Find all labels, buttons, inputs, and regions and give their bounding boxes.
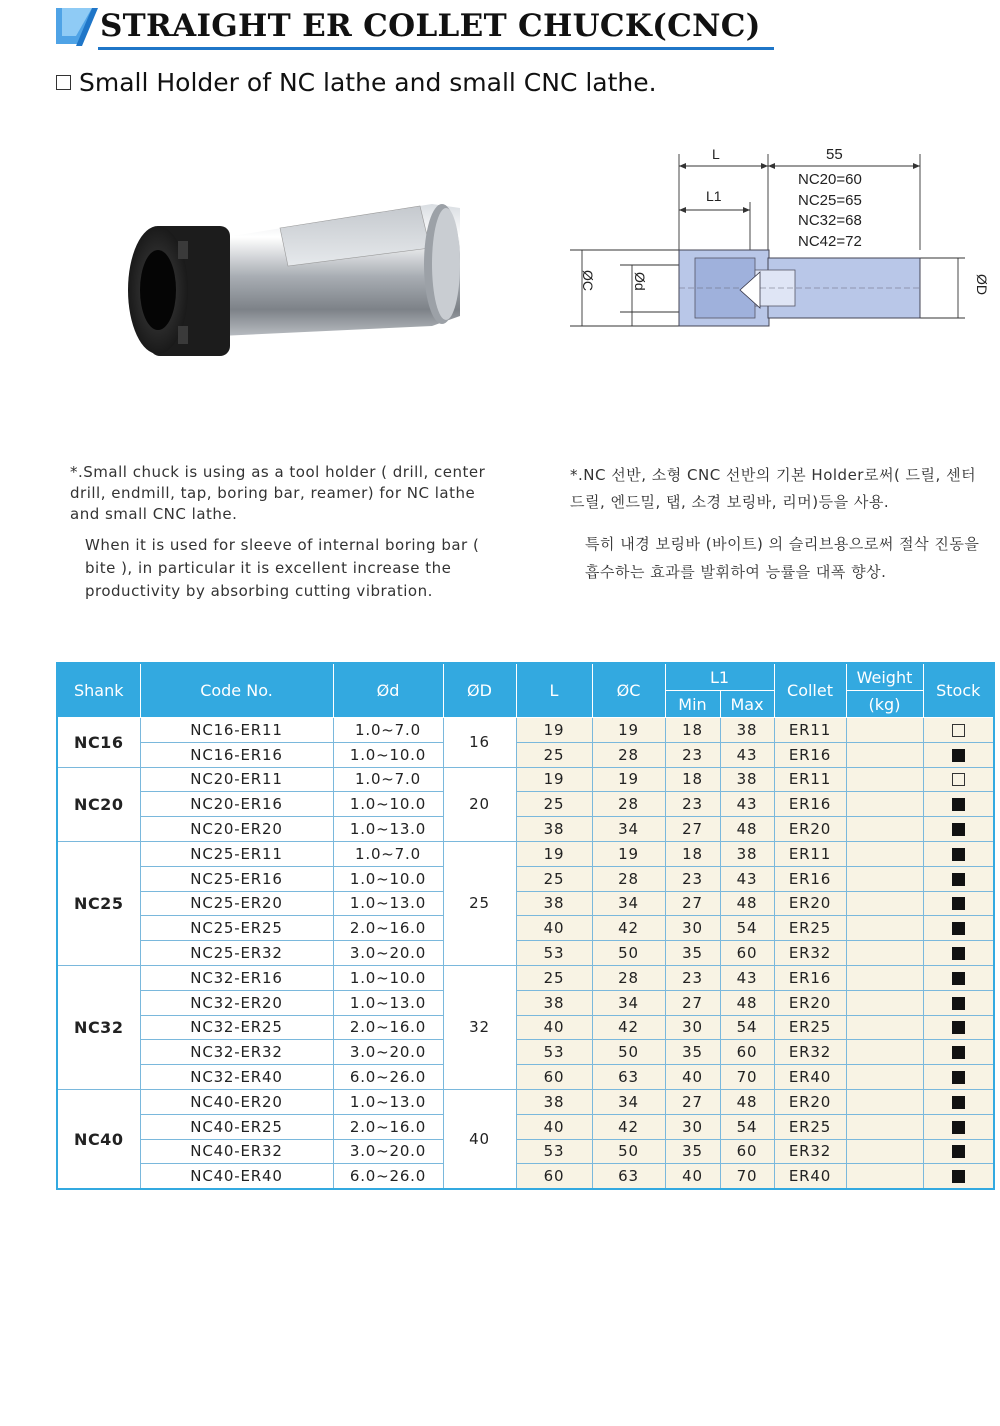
dim-variants	[798, 170, 862, 252]
table-row	[57, 866, 994, 891]
L-cell: 25	[516, 792, 592, 817]
weight-cell	[846, 1015, 923, 1040]
oD-cell: 20	[443, 767, 516, 841]
table-row	[57, 767, 994, 792]
od-cell: 1.0~13.0	[333, 817, 443, 842]
weight-cell	[846, 1040, 923, 1065]
L1-min-cell: 30	[665, 1114, 720, 1139]
oC-cell: 34	[592, 990, 665, 1015]
od-cell: 1.0~10.0	[333, 965, 443, 990]
table-row	[57, 817, 994, 842]
description-ko-1	[570, 462, 990, 516]
weight-cell	[846, 1089, 923, 1114]
header-L1: L1	[665, 663, 774, 691]
code-cell: NC40-ER20	[140, 1089, 333, 1114]
header-weight: Weight	[846, 663, 923, 691]
table-row	[57, 941, 994, 966]
oC-cell: 63	[592, 1164, 665, 1189]
stock-filled-square-icon	[952, 947, 965, 960]
stock-filled-square-icon	[952, 798, 965, 811]
weight-cell	[846, 965, 923, 990]
checkbox-square-icon	[56, 75, 71, 90]
oC-cell: 28	[592, 742, 665, 767]
code-cell: NC32-ER20	[140, 990, 333, 1015]
L-cell: 38	[516, 891, 592, 916]
stock-cell	[923, 1040, 994, 1065]
oC-cell: 42	[592, 1015, 665, 1040]
table-row	[57, 742, 994, 767]
header-weight-unit: (kg)	[846, 691, 923, 718]
stock-filled-square-icon	[952, 1170, 965, 1183]
oD-cell: 16	[443, 718, 516, 768]
subtitle-text: Small Holder of NC lathe and small CNC lathe.	[79, 68, 657, 97]
shank-cell: NC40	[57, 1089, 140, 1189]
dim-label-oc: ØC	[580, 270, 596, 291]
stock-filled-square-icon	[952, 1071, 965, 1084]
stock-filled-square-icon	[952, 823, 965, 836]
dim-label-od-small: Ød	[632, 272, 648, 291]
code-cell: NC32-ER25	[140, 1015, 333, 1040]
L1-max-cell: 43	[720, 792, 774, 817]
L-cell: 40	[516, 1015, 592, 1040]
oD-cell: 25	[443, 841, 516, 965]
oC-cell: 42	[592, 916, 665, 941]
L1-max-cell: 70	[720, 1065, 774, 1090]
L1-min-cell: 30	[665, 916, 720, 941]
collet-cell: ER25	[774, 916, 846, 941]
od-cell: 6.0~26.0	[333, 1164, 443, 1189]
stock-cell	[923, 1089, 994, 1114]
L1-min-cell: 18	[665, 767, 720, 792]
oC-cell: 42	[592, 1114, 665, 1139]
stock-empty-square-icon	[952, 773, 965, 786]
L-cell: 19	[516, 767, 592, 792]
L1-min-cell: 23	[665, 742, 720, 767]
L1-max-cell: 48	[720, 817, 774, 842]
L1-max-cell: 70	[720, 1164, 774, 1189]
L-cell: 40	[516, 916, 592, 941]
dim-variant: NC32=68	[798, 212, 862, 229]
oD-cell: 32	[443, 965, 516, 1089]
L-cell: 53	[516, 941, 592, 966]
table-body	[57, 718, 994, 1190]
collet-cell: ER20	[774, 817, 846, 842]
L1-min-cell: 40	[665, 1065, 720, 1090]
collet-cell: ER25	[774, 1114, 846, 1139]
L1-min-cell: 35	[665, 1139, 720, 1164]
header-code: Code No.	[140, 663, 333, 718]
stock-filled-square-icon	[952, 897, 965, 910]
oC-cell: 19	[592, 767, 665, 792]
collet-cell: ER40	[774, 1065, 846, 1090]
weight-cell	[846, 841, 923, 866]
description-text: 특히 내경 보링바 (바이트) 의 슬리브용으로써 절삭 진동을 흡수하는 효과를 발휘하여 능률을 대폭 향상.	[585, 535, 980, 581]
stock-cell	[923, 965, 994, 990]
code-cell: NC25-ER11	[140, 841, 333, 866]
weight-cell	[846, 792, 923, 817]
dim-variant: NC25=65	[798, 191, 862, 209]
L-cell: 19	[516, 718, 592, 743]
code-cell: NC32-ER16	[140, 965, 333, 990]
product-photo	[120, 186, 480, 376]
code-cell: NC20-ER20	[140, 817, 333, 842]
dim-variant: NC42=72	[798, 232, 862, 250]
stock-filled-square-icon	[952, 749, 965, 762]
L-cell: 38	[516, 990, 592, 1015]
stock-cell	[923, 866, 994, 891]
weight-cell	[846, 941, 923, 966]
dim-label-L1: L1	[706, 188, 722, 204]
L1-min-cell: 18	[665, 841, 720, 866]
header-max: Max	[720, 691, 774, 718]
od-cell: 1.0~13.0	[333, 1089, 443, 1114]
L-cell: 53	[516, 1040, 592, 1065]
collet-cell: ER16	[774, 792, 846, 817]
L1-min-cell: 27	[665, 891, 720, 916]
subtitle	[56, 68, 657, 97]
code-cell: NC32-ER32	[140, 1040, 333, 1065]
L1-max-cell: 38	[720, 767, 774, 792]
table-row	[57, 1164, 994, 1189]
stock-filled-square-icon	[952, 1096, 965, 1109]
weight-cell	[846, 1114, 923, 1139]
stock-cell	[923, 891, 994, 916]
title-decoration-icon	[52, 6, 98, 46]
dim-variant: NC20=60	[798, 171, 862, 188]
L1-min-cell: 27	[665, 990, 720, 1015]
stock-cell	[923, 990, 994, 1015]
description-text: *.Small chuck is using as a tool holder ( drill, center drill, endmill, tap, boring bar, reamer) for NC lathe and small CNC lathe.	[70, 463, 486, 523]
od-cell: 1.0~7.0	[333, 718, 443, 743]
stock-filled-square-icon	[952, 873, 965, 886]
dim-label-L: L	[712, 146, 720, 162]
collet-cell: ER11	[774, 718, 846, 743]
header-od: Ød	[333, 663, 443, 718]
od-cell: 3.0~20.0	[333, 1040, 443, 1065]
L1-max-cell: 60	[720, 1040, 774, 1065]
stock-cell	[923, 1139, 994, 1164]
collet-cell: ER20	[774, 1089, 846, 1114]
od-cell: 1.0~13.0	[333, 990, 443, 1015]
header-L: L	[516, 663, 592, 718]
oC-cell: 28	[592, 866, 665, 891]
od-cell: 2.0~16.0	[333, 916, 443, 941]
od-cell: 6.0~26.0	[333, 1065, 443, 1090]
header-collet: Collet	[774, 663, 846, 718]
dim-label-od-large: ØD	[974, 274, 990, 295]
weight-cell	[846, 916, 923, 941]
oC-cell: 50	[592, 941, 665, 966]
weight-cell	[846, 742, 923, 767]
table-row	[57, 990, 994, 1015]
oC-cell: 50	[592, 1040, 665, 1065]
oC-cell: 34	[592, 1089, 665, 1114]
L1-min-cell: 23	[665, 965, 720, 990]
stock-empty-square-icon	[952, 724, 965, 737]
stock-cell	[923, 767, 994, 792]
L1-max-cell: 43	[720, 965, 774, 990]
stock-filled-square-icon	[952, 1145, 965, 1158]
L1-min-cell: 18	[665, 718, 720, 743]
L-cell: 40	[516, 1114, 592, 1139]
table-row	[57, 1114, 994, 1139]
stock-filled-square-icon	[952, 848, 965, 861]
L1-max-cell: 48	[720, 990, 774, 1015]
stock-filled-square-icon	[952, 1121, 965, 1134]
L-cell: 38	[516, 1089, 592, 1114]
table-row	[57, 965, 994, 990]
collet-cell: ER32	[774, 1040, 846, 1065]
table-row	[57, 1139, 994, 1164]
stock-filled-square-icon	[952, 1021, 965, 1034]
weight-cell	[846, 718, 923, 743]
L1-max-cell: 38	[720, 718, 774, 743]
L-cell: 38	[516, 817, 592, 842]
oC-cell: 19	[592, 718, 665, 743]
L1-max-cell: 43	[720, 866, 774, 891]
code-cell: NC16-ER11	[140, 718, 333, 743]
L1-min-cell: 27	[665, 817, 720, 842]
oC-cell: 63	[592, 1065, 665, 1090]
collet-cell: ER25	[774, 1015, 846, 1040]
header-min: Min	[665, 691, 720, 718]
table-row	[57, 1065, 994, 1090]
L-cell: 25	[516, 742, 592, 767]
collet-cell: ER16	[774, 965, 846, 990]
header-oC: ØC	[592, 663, 665, 718]
table-row	[57, 1015, 994, 1040]
header-oD: ØD	[443, 663, 516, 718]
weight-cell	[846, 817, 923, 842]
L1-min-cell: 35	[665, 941, 720, 966]
L1-max-cell: 43	[720, 742, 774, 767]
oC-cell: 19	[592, 841, 665, 866]
L-cell: 53	[516, 1139, 592, 1164]
od-cell: 2.0~16.0	[333, 1015, 443, 1040]
code-cell: NC20-ER11	[140, 767, 333, 792]
L1-min-cell: 30	[665, 1015, 720, 1040]
stock-filled-square-icon	[952, 1046, 965, 1059]
od-cell: 1.0~7.0	[333, 767, 443, 792]
od-cell: 1.0~10.0	[333, 742, 443, 767]
stock-cell	[923, 742, 994, 767]
od-cell: 1.0~10.0	[333, 792, 443, 817]
stock-cell	[923, 1015, 994, 1040]
L1-max-cell: 54	[720, 1114, 774, 1139]
description-en-2	[85, 534, 495, 603]
dim-label-55: 55	[826, 146, 843, 163]
code-cell: NC40-ER40	[140, 1164, 333, 1189]
code-cell: NC25-ER16	[140, 866, 333, 891]
description-text: When it is used for sleeve of internal boring bar ( bite ), in particular it is excellent increase the productivity by absorbing cutting vibration.	[85, 536, 480, 600]
page-title-bar	[52, 4, 774, 48]
L1-max-cell: 54	[720, 916, 774, 941]
weight-cell	[846, 866, 923, 891]
stock-cell	[923, 817, 994, 842]
code-cell: NC40-ER32	[140, 1139, 333, 1164]
code-cell: NC40-ER25	[140, 1114, 333, 1139]
title-underline	[98, 47, 774, 50]
weight-cell	[846, 891, 923, 916]
collet-cell: ER16	[774, 742, 846, 767]
L1-max-cell: 38	[720, 841, 774, 866]
code-cell: NC32-ER40	[140, 1065, 333, 1090]
collet-cell: ER11	[774, 841, 846, 866]
collet-cell: ER32	[774, 1139, 846, 1164]
stock-filled-square-icon	[952, 972, 965, 985]
code-cell: NC25-ER32	[140, 941, 333, 966]
table-row	[57, 792, 994, 817]
L1-max-cell: 48	[720, 891, 774, 916]
L-cell: 25	[516, 866, 592, 891]
stock-cell	[923, 841, 994, 866]
shank-cell: NC16	[57, 718, 140, 768]
table-row	[57, 718, 994, 743]
od-cell: 1.0~13.0	[333, 891, 443, 916]
stock-cell	[923, 1114, 994, 1139]
header-shank: Shank	[57, 663, 140, 718]
stock-cell	[923, 941, 994, 966]
od-cell: 3.0~20.0	[333, 941, 443, 966]
table-row	[57, 891, 994, 916]
weight-cell	[846, 1065, 923, 1090]
description-en-1	[70, 462, 490, 525]
collet-cell: ER40	[774, 1164, 846, 1189]
stock-filled-square-icon	[952, 922, 965, 935]
collet-cell: ER20	[774, 990, 846, 1015]
code-cell: NC25-ER20	[140, 891, 333, 916]
table-header-row	[57, 663, 994, 691]
L-cell: 25	[516, 965, 592, 990]
stock-filled-square-icon	[952, 997, 965, 1010]
collet-cell: ER16	[774, 866, 846, 891]
table-row	[57, 1089, 994, 1114]
oC-cell: 50	[592, 1139, 665, 1164]
L1-min-cell: 23	[665, 866, 720, 891]
code-cell: NC20-ER16	[140, 792, 333, 817]
dimension-diagram	[560, 140, 1000, 340]
od-cell: 1.0~10.0	[333, 866, 443, 891]
oD-cell: 40	[443, 1089, 516, 1189]
code-cell: NC16-ER16	[140, 742, 333, 767]
description-text: *.NC 선반, 소형 CNC 선반의 기본 Holder로써( 드릴, 센터드릴, 엔드밀, 탭, 소경 보링바, 리머)등을 사용.	[570, 466, 977, 511]
collet-cell: ER32	[774, 941, 846, 966]
weight-cell	[846, 1164, 923, 1189]
L-cell: 60	[516, 1164, 592, 1189]
stock-cell	[923, 916, 994, 941]
collet-cell: ER11	[774, 767, 846, 792]
oC-cell: 34	[592, 891, 665, 916]
description-ko-2	[585, 530, 995, 586]
L1-max-cell: 60	[720, 941, 774, 966]
L1-max-cell: 54	[720, 1015, 774, 1040]
oC-cell: 34	[592, 817, 665, 842]
L1-min-cell: 40	[665, 1164, 720, 1189]
oC-cell: 28	[592, 792, 665, 817]
code-cell: NC25-ER25	[140, 916, 333, 941]
header-stock: Stock	[923, 663, 994, 718]
shank-cell: NC32	[57, 965, 140, 1089]
od-cell: 1.0~7.0	[333, 841, 443, 866]
weight-cell	[846, 990, 923, 1015]
shank-cell: NC20	[57, 767, 140, 841]
page-title: STRAIGHT ER COLLET CHUCK(CNC)	[100, 8, 761, 44]
weight-cell	[846, 1139, 923, 1164]
L-cell: 19	[516, 841, 592, 866]
L1-min-cell: 23	[665, 792, 720, 817]
table-row	[57, 841, 994, 866]
L1-min-cell: 27	[665, 1089, 720, 1114]
table-row	[57, 1040, 994, 1065]
shank-cell: NC25	[57, 841, 140, 965]
table-row	[57, 916, 994, 941]
od-cell: 2.0~16.0	[333, 1114, 443, 1139]
weight-cell	[846, 767, 923, 792]
stock-cell	[923, 1164, 994, 1189]
L1-max-cell: 60	[720, 1139, 774, 1164]
collet-cell: ER20	[774, 891, 846, 916]
L1-min-cell: 35	[665, 1040, 720, 1065]
stock-cell	[923, 792, 994, 817]
spec-table	[56, 662, 995, 1190]
od-cell: 3.0~20.0	[333, 1139, 443, 1164]
L1-max-cell: 48	[720, 1089, 774, 1114]
L-cell: 60	[516, 1065, 592, 1090]
oC-cell: 28	[592, 965, 665, 990]
stock-cell	[923, 718, 994, 743]
stock-cell	[923, 1065, 994, 1090]
